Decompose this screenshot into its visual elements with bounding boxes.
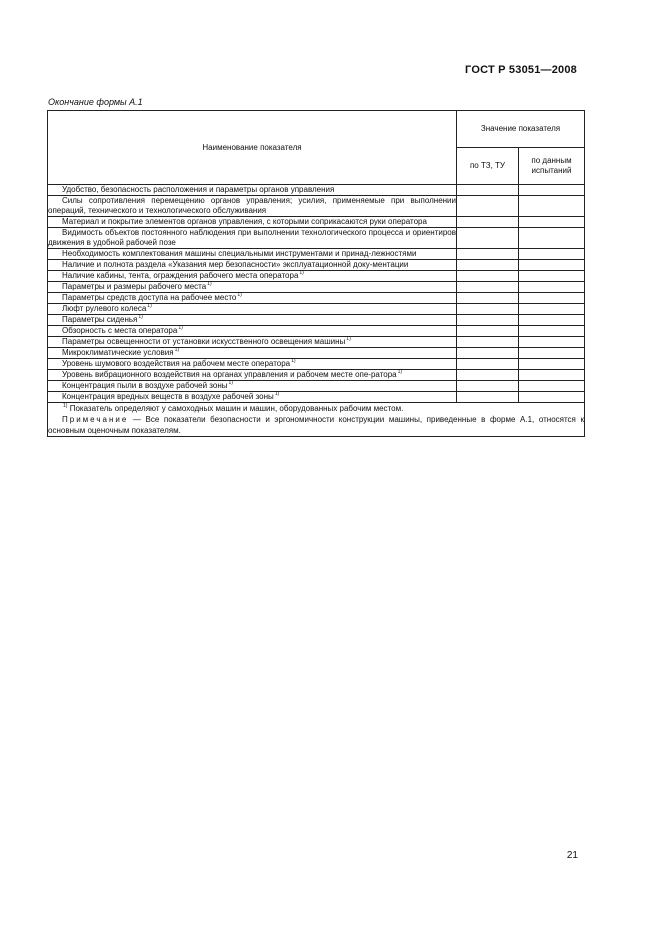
spec-value-cell [457,196,519,217]
test-value-cell [519,370,585,381]
indicator-name-cell [48,315,457,326]
indicator-name-cell [48,337,457,348]
indicator-text: Микроклиматические условия [62,348,174,357]
table-row [48,249,585,260]
footnote-marker: 1) [291,358,296,365]
table-row [48,260,585,271]
table-row [48,293,585,304]
spec-value-cell [457,249,519,260]
table-row [48,217,585,228]
footnote-text: Показатель определяют у самоходных машин и машин, оборудованных рабочим местом. [69,404,404,413]
test-value-cell [519,260,585,271]
indicator-name [48,293,456,303]
indicator-name [48,185,456,195]
test-value-cell [519,196,585,217]
table-row [48,315,585,326]
table-row [48,326,585,337]
indicator-name [48,392,456,402]
notes-cell [48,403,585,437]
indicator-name-cell [48,304,457,315]
table-row [48,282,585,293]
indicator-text: Необходимость комплектования машины специальными инструментами и принад-лежностями [62,249,417,258]
test-value-cell [519,249,585,260]
indicator-name [48,337,456,347]
test-value-cell [519,381,585,392]
test-value-cell [519,304,585,315]
indicator-name-cell [48,228,457,249]
indicator-text: Параметры освещенности от установки искусственного освещения машины [62,337,346,346]
footnote-marker: 1) [299,270,304,277]
indicator-name-cell [48,392,457,403]
indicator-name [48,282,456,292]
spec-value-cell [457,185,519,196]
indicator-name [48,228,456,248]
notes-row [48,403,585,437]
indicator-name [48,271,456,281]
indicator-text: Обзорность с места оператора [62,326,178,335]
spec-value-cell [457,260,519,271]
indicator-name [48,249,456,259]
column-header-value: Значение показателя [457,111,585,148]
test-value-cell [519,293,585,304]
test-value-cell [519,315,585,326]
footnote-marker: 1) [147,303,152,310]
spec-value-cell [457,228,519,249]
indicator-text: Силы сопротивления перемещению органов управления; усилия, применяемые при выполнении операций, технического и технологического обслуживания [48,196,456,215]
table-row [48,337,585,348]
indicator-name-cell [48,282,457,293]
page-number: 21 [566,850,578,861]
test-value-cell [519,392,585,403]
indicator-text: Видимость объектов постоянного наблюдения при выполнении технологического процесса и ориентиров движения в удобной рабочей позе [48,228,456,247]
form-caption: Окончание формы А.1 [48,97,143,107]
indicator-name-cell [48,326,457,337]
spec-value-cell [457,381,519,392]
indicator-name [48,359,456,369]
table-header-row [48,111,585,148]
indicator-name [48,304,456,314]
table-row [48,304,585,315]
column-header-test: по данным испытаний [519,148,585,185]
indicator-name-cell [48,260,457,271]
indicator-text: Параметры и размеры рабочего места [62,282,207,291]
spec-value-cell [457,370,519,381]
table-row [48,185,585,196]
indicator-name-cell [48,359,457,370]
indicators-table [47,110,585,437]
test-value-cell [519,271,585,282]
footnote-marker: 1) [138,314,143,321]
indicator-name [48,315,456,325]
table-row [48,359,585,370]
footnote-marker: 1) [346,336,351,343]
note [48,414,584,436]
table-body [48,111,585,437]
footnote-marker: 1) [207,281,212,288]
indicator-name-cell [48,217,457,228]
indicator-name [48,326,456,336]
indicator-name [48,370,456,380]
indicator-text: Параметры средств доступа на рабочее место [62,293,237,302]
table-row [48,348,585,359]
indicator-name-cell [48,249,457,260]
indicator-name-cell [48,293,457,304]
indicator-text: Концентрация пыли в воздухе рабочей зоны [62,381,228,390]
spec-value-cell [457,304,519,315]
indicator-text: Люфт рулевого колеса [62,304,147,313]
spec-value-cell [457,271,519,282]
indicator-text: Наличие кабины, тента, ограждения рабочего места оператора [62,271,299,280]
test-value-cell [519,282,585,293]
note-text: — Все показатели безопасности и эргономичности конструкции машины, приведенные в форме А.1, относятся к основным оценочным показателям. [48,415,584,435]
spec-value-cell [457,315,519,326]
spec-value-cell [457,337,519,348]
indicator-name-cell [48,185,457,196]
footnote-marker: 1) [237,292,242,299]
indicator-text: Уровень вибрационного воздействия на органах управления и рабочем месте опе-ратора [62,370,397,379]
spec-value-cell [457,293,519,304]
footnote [48,403,584,414]
indicator-name [48,217,456,227]
footnote-mark: 1) [63,403,68,410]
footnote-marker: 1) [174,347,180,354]
table-row [48,370,585,381]
column-header-spec: по ТЗ, ТУ [457,148,519,185]
indicator-name-cell [48,196,457,217]
spec-value-cell [457,359,519,370]
indicator-text: Уровень шумового воздействия на рабочем месте оператора [62,359,291,368]
standard-header: ГОСТ Р 53051—2008 [465,64,577,76]
table-row [48,392,585,403]
spec-value-cell [457,326,519,337]
test-value-cell [519,359,585,370]
table-row [48,196,585,217]
column-header-name: Наименование показателя [48,111,457,185]
test-value-cell [519,228,585,249]
indicator-name-cell [48,370,457,381]
footnote-marker: 1) [178,325,183,332]
indicator-text: Параметры сиденья [62,315,138,324]
indicator-text: Материал и покрытие элементов органов управления, с которыми соприкасаются руки оператора [62,217,427,226]
footnote-marker: 1) [397,369,403,376]
spec-value-cell [457,392,519,403]
spec-value-cell [457,348,519,359]
test-value-cell [519,217,585,228]
indicator-name-cell [48,348,457,359]
note-label: Примечание [62,415,129,424]
spec-value-cell [457,282,519,293]
indicator-name [48,260,456,270]
footnote-marker: 1) [228,380,233,387]
footnote-marker: 1) [274,391,280,398]
spec-value-cell [457,217,519,228]
test-value-cell [519,185,585,196]
indicator-text: Наличие и полнота раздела «Указания мер безопасности» эксплуатационной доку-ментации [62,260,409,269]
indicator-name-cell [48,381,457,392]
table-row [48,381,585,392]
table-row [48,228,585,249]
test-value-cell [519,348,585,359]
indicator-name [48,196,456,216]
indicator-name-cell [48,271,457,282]
indicator-name [48,348,456,358]
indicator-name [48,381,456,391]
table-row [48,271,585,282]
indicator-text: Удобство, безопасность расположения и параметры органов управления [62,185,335,194]
test-value-cell [519,337,585,348]
indicator-text: Концентрация вредных веществ в воздухе рабочей зоны [62,392,274,401]
test-value-cell [519,326,585,337]
